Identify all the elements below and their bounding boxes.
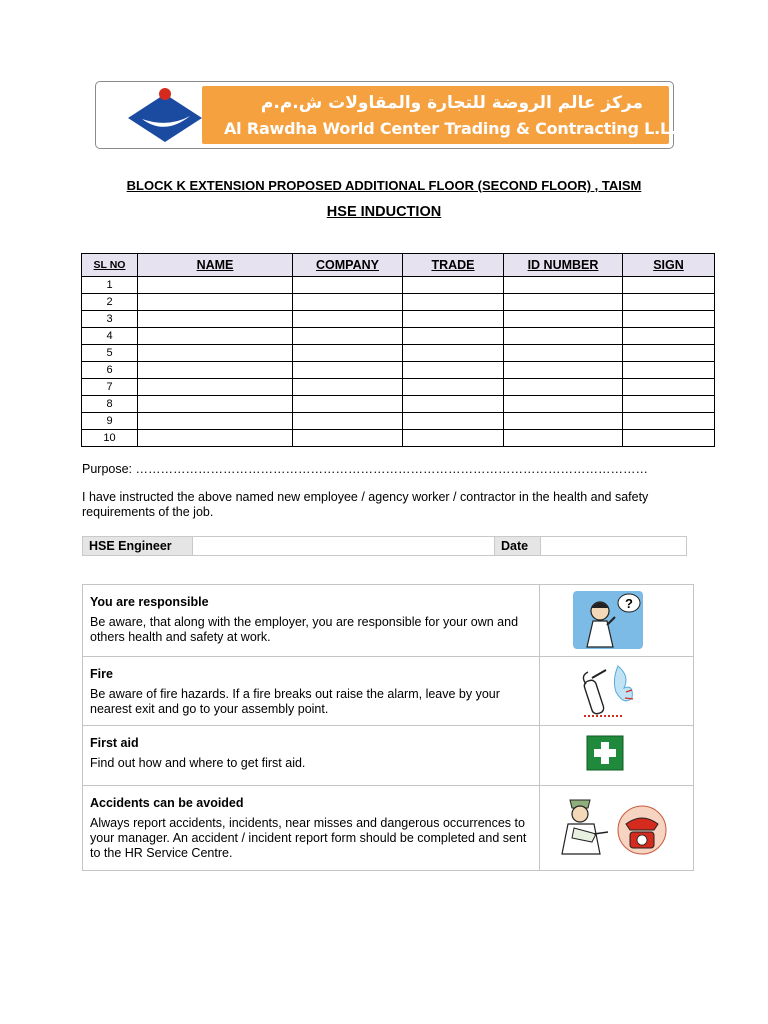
guidance-row bbox=[83, 657, 694, 726]
name-cell[interactable] bbox=[138, 430, 293, 447]
table-row bbox=[82, 413, 715, 430]
guidance-body: Be aware, that along with the employer, you are responsible for your own and others health and safety at work. bbox=[90, 615, 519, 644]
table-row bbox=[82, 311, 715, 328]
sl-no-cell: 9 bbox=[82, 413, 138, 430]
guidance-heading: You are responsible bbox=[90, 595, 209, 609]
name-cell[interactable] bbox=[138, 328, 293, 345]
id-number-cell[interactable] bbox=[504, 294, 623, 311]
date-field[interactable] bbox=[541, 537, 687, 556]
id-number-cell[interactable] bbox=[504, 413, 623, 430]
sl-no-cell: 6 bbox=[82, 362, 138, 379]
company-cell[interactable] bbox=[293, 294, 403, 311]
table-row bbox=[82, 277, 715, 294]
guidance-body: Find out how and where to get first aid. bbox=[90, 756, 306, 770]
sl-no-cell: 3 bbox=[82, 311, 138, 328]
guidance-row bbox=[83, 585, 694, 657]
sign-cell[interactable] bbox=[623, 294, 715, 311]
guidance-row bbox=[83, 786, 694, 871]
date-label: Date bbox=[495, 537, 541, 556]
sl-no-cell: 7 bbox=[82, 379, 138, 396]
column-header-trade: TRADE bbox=[403, 254, 504, 277]
sign-cell[interactable] bbox=[623, 328, 715, 345]
trade-cell[interactable] bbox=[403, 396, 504, 413]
name-cell[interactable] bbox=[138, 294, 293, 311]
name-cell[interactable] bbox=[138, 413, 293, 430]
table-row bbox=[82, 430, 715, 447]
company-cell[interactable] bbox=[293, 277, 403, 294]
purpose-line: Purpose: …………………………………………………………………………………………………………… bbox=[82, 462, 649, 476]
id-number-cell[interactable] bbox=[504, 345, 623, 362]
table-row bbox=[82, 328, 715, 345]
sl-no-cell: 10 bbox=[82, 430, 138, 447]
trade-cell[interactable] bbox=[403, 413, 504, 430]
trade-cell[interactable] bbox=[403, 328, 504, 345]
company-cell[interactable] bbox=[293, 430, 403, 447]
sl-no-cell: 2 bbox=[82, 294, 138, 311]
company-cell[interactable] bbox=[293, 328, 403, 345]
name-cell[interactable] bbox=[138, 379, 293, 396]
id-number-cell[interactable] bbox=[504, 328, 623, 345]
trade-cell[interactable] bbox=[403, 294, 504, 311]
column-header-sl-no: SL NO bbox=[82, 254, 138, 277]
company-name-arabic: مركز عالم الروضة للتجارة والمقاولات ش.م.م bbox=[260, 93, 643, 113]
sign-cell[interactable] bbox=[623, 379, 715, 396]
trade-cell[interactable] bbox=[403, 311, 504, 328]
sign-cell[interactable] bbox=[623, 345, 715, 362]
company-cell[interactable] bbox=[293, 311, 403, 328]
column-header-name: NAME bbox=[138, 254, 293, 277]
name-cell[interactable] bbox=[138, 277, 293, 294]
guidance-row bbox=[83, 726, 694, 786]
trade-cell[interactable] bbox=[403, 379, 504, 396]
guidance-heading: First aid bbox=[90, 736, 139, 750]
id-number-cell[interactable] bbox=[504, 396, 623, 413]
sign-cell[interactable] bbox=[623, 430, 715, 447]
id-number-cell[interactable] bbox=[504, 430, 623, 447]
induction-register-table bbox=[81, 253, 715, 447]
sign-cell[interactable] bbox=[623, 311, 715, 328]
guidance-heading: Accidents can be avoided bbox=[90, 796, 244, 810]
signoff-row bbox=[82, 536, 687, 556]
fire-extinguisher-icon bbox=[578, 662, 638, 722]
id-number-cell[interactable] bbox=[504, 362, 623, 379]
guidance-heading: Fire bbox=[90, 667, 113, 681]
injured-worker-telephone-icon bbox=[552, 794, 668, 858]
table-header-row bbox=[82, 254, 715, 277]
svg-text:?: ? bbox=[625, 596, 633, 611]
sign-cell[interactable] bbox=[623, 413, 715, 430]
trade-cell[interactable] bbox=[403, 430, 504, 447]
project-title: BLOCK K EXTENSION PROPOSED ADDITIONAL FLOOR (SECOND FLOOR) , TAISM bbox=[126, 178, 642, 193]
company-cell[interactable] bbox=[293, 413, 403, 430]
sign-cell[interactable] bbox=[623, 396, 715, 413]
form-title: HSE INDUCTION bbox=[326, 204, 442, 220]
sign-cell[interactable] bbox=[623, 277, 715, 294]
safety-guidance-table bbox=[82, 584, 694, 871]
id-number-cell[interactable] bbox=[504, 277, 623, 294]
first-aid-cross-icon bbox=[586, 735, 624, 771]
company-cell[interactable] bbox=[293, 396, 403, 413]
sl-no-cell: 8 bbox=[82, 396, 138, 413]
thinking-person-icon bbox=[573, 591, 643, 649]
company-name-english: Al Rawdha World Center Trading & Contracting L.L.C. bbox=[224, 119, 694, 138]
instruction-statement: I have instructed the above named new employee / agency worker / contractor in the health and safety requirements of the job. bbox=[82, 490, 649, 519]
guidance-body: Always report accidents, incidents, near misses and dangerous occurrences to your manager. An accident / incident report form should be completed and sent to the HR Service Centre. bbox=[90, 816, 527, 860]
company-cell[interactable] bbox=[293, 362, 403, 379]
table-row bbox=[82, 294, 715, 311]
logo-orange-band bbox=[202, 86, 694, 144]
company-logo-icon bbox=[120, 88, 210, 144]
name-cell[interactable] bbox=[138, 311, 293, 328]
table-row bbox=[82, 396, 715, 413]
hse-engineer-field[interactable] bbox=[193, 537, 495, 556]
column-header-id-number: ID NUMBER bbox=[504, 254, 623, 277]
trade-cell[interactable] bbox=[403, 345, 504, 362]
name-cell[interactable] bbox=[138, 345, 293, 362]
sign-cell[interactable] bbox=[623, 362, 715, 379]
table-row bbox=[82, 362, 715, 379]
sl-no-cell: 5 bbox=[82, 345, 138, 362]
company-cell[interactable] bbox=[293, 345, 403, 362]
id-number-cell[interactable] bbox=[504, 311, 623, 328]
column-header-sign: SIGN bbox=[623, 254, 715, 277]
id-number-cell[interactable] bbox=[504, 379, 623, 396]
table-row bbox=[82, 379, 715, 396]
sl-no-cell: 4 bbox=[82, 328, 138, 345]
trade-cell[interactable] bbox=[403, 277, 504, 294]
table-row bbox=[82, 345, 715, 362]
company-logo-banner bbox=[95, 81, 694, 149]
trade-cell[interactable] bbox=[403, 362, 504, 379]
name-cell[interactable] bbox=[138, 362, 293, 379]
name-cell[interactable] bbox=[138, 396, 293, 413]
company-cell[interactable] bbox=[293, 379, 403, 396]
column-header-company: COMPANY bbox=[293, 254, 403, 277]
hse-engineer-label: HSE Engineer bbox=[83, 537, 193, 556]
sl-no-cell: 1 bbox=[82, 277, 138, 294]
guidance-body: Be aware of fire hazards. If a fire breaks out raise the alarm, leave by your nearest exit and go to your assembly point. bbox=[90, 687, 500, 716]
